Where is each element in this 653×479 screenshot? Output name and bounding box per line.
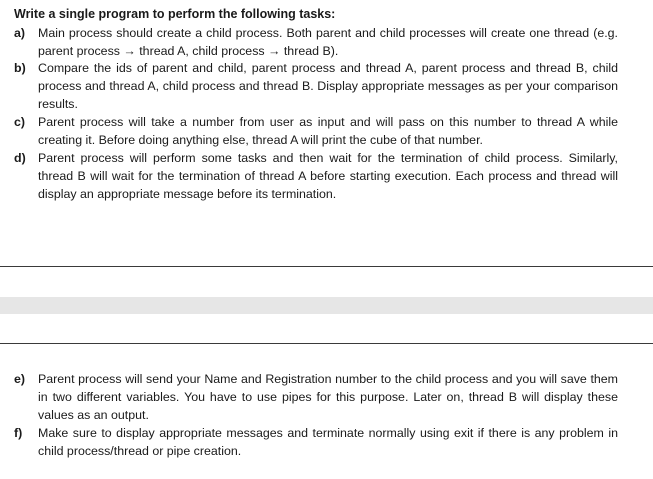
task-item-b: [14, 60, 618, 113]
task-label: b): [14, 61, 26, 75]
task-item-e: [14, 371, 618, 424]
task-label: d): [14, 151, 26, 165]
task-text: Parent process will send your Name and Registration number to the child process and you will save them in two different variables. You have to use pipes for this purpose. Later on, thread B will display these values as an output.: [38, 372, 618, 422]
task-text: Main process should create a child process. Both parent and child processes will create one thread (e.g. parent process → thread A, child process → thread B).: [38, 26, 618, 58]
task-text: Compare the ids of parent and child, parent process and thread A, parent process and thread B, child process and thread A, child process and thread B. Display appropriate messages as per your comparison results.: [38, 61, 618, 111]
task-label: a): [14, 26, 26, 40]
task-item-d: [14, 150, 618, 203]
task-item-f: [14, 425, 618, 461]
task-label: c): [14, 115, 26, 129]
page-title: Write a single program to perform the following tasks:: [14, 7, 336, 21]
divider-line: [0, 343, 653, 344]
task-text: Parent process will perform some tasks and then wait for the termination of child process. Similarly, thread B will wait for the termination of thread A before starting execution. Each process and thread will display an appropriate message before its termination.: [38, 151, 618, 201]
task-item-a: [14, 25, 618, 61]
task-text: Make sure to display appropriate messages and terminate normally using exit if there is any problem in child process/thread or pipe creation.: [38, 426, 618, 458]
task-label: e): [14, 372, 26, 386]
gray-separator-band: [0, 297, 653, 314]
task-label: f): [14, 426, 23, 440]
task-item-c: [14, 114, 618, 150]
divider-line: [0, 266, 653, 267]
task-text: Parent process will take a number from user as input and will pass on this number to thread A while creating it. Before doing anything else, thread A will print the cube of that number.: [38, 115, 618, 147]
